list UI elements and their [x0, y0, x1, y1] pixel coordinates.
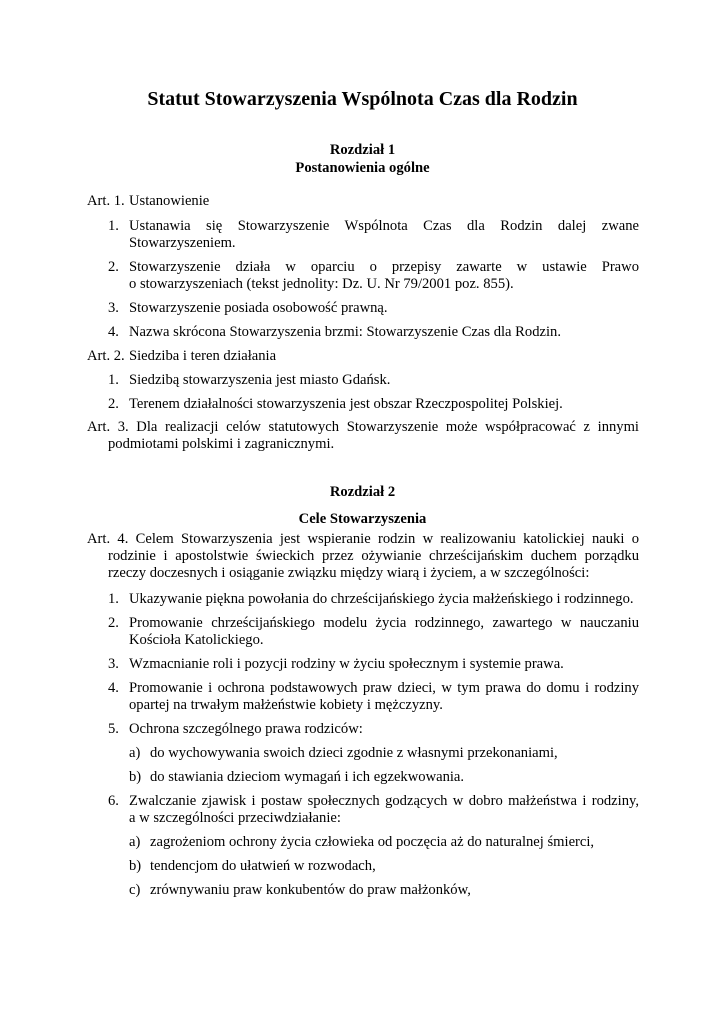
art-1-item-1-line-1: Ustanawia się Stowarzyszenie Wspólnota Czas dla Rodzin dalej zwane	[129, 218, 639, 234]
art-4-item-5-number: 5.	[108, 721, 119, 737]
art-1-number: Art. 1.	[87, 193, 125, 209]
art-1-item-4-number: 4.	[108, 324, 119, 340]
art-1-item-4-line-1: Nazwa skrócona Stowarzyszenia brzmi: Stowarzyszenie Czas dla Rodzin.	[129, 324, 561, 340]
art-2-item-1-number: 1.	[108, 372, 119, 388]
art-4-item-2-line-1: Promowanie chrześcijańskiego modelu życia rodzinnego, zawartego w nauczaniu	[129, 615, 639, 631]
art-2-number: Art. 2.	[87, 348, 125, 364]
art-1-item-2-number: 2.	[108, 259, 119, 275]
art-1-item-1-number: 1.	[108, 218, 119, 234]
document-title: Statut Stowarzyszenia Wspólnota Czas dla Rodzin	[147, 88, 578, 110]
art-4-item-6-sub-b-letter: b)	[129, 858, 142, 874]
art-4-item-5-sub-b-letter: b)	[129, 769, 142, 785]
art-4-item-4-line-1: Promowanie i ochrona podstawowych praw dzieci, w tym prawa do domu i rodziny	[129, 680, 639, 696]
art-4-item-6-sub-b-text: tendencjom do ułatwień w rozwodach,	[150, 858, 376, 874]
art-4-item-4-number: 4.	[108, 680, 119, 696]
art-4-item-2-number: 2.	[108, 615, 119, 631]
art-4-item-5-sub-b-text: do stawiania dzieciom wymagań i ich egzekwowania.	[150, 769, 465, 785]
art-4-item-5-line-1: Ochrona szczególnego prawa rodziców:	[129, 721, 363, 737]
art-4-item-6-sub-a-text: zagrożeniom ochrony życia człowieka od poczęcia aż do naturalnej śmierci,	[150, 834, 595, 850]
art-1-item-2-line-1: Stowarzyszenie działa w oparciu o przepisy zawarte w ustawie Prawo	[129, 259, 639, 275]
art-1-item-1-line-2: Stowarzyszeniem.	[129, 235, 236, 251]
art-4-item-6-line-1: Zwalczanie zjawisk i postaw społecznych godzących w dobro małżeństwa i rodziny,	[129, 793, 639, 809]
art-4-item-3-line-1: Wzmacnianie roli i pozycji rodziny w życiu społecznym i systemie prawa.	[129, 656, 564, 672]
chapter-2-subtitle: Cele Stowarzyszenia	[298, 511, 427, 527]
art-4-item-6-sub-c-letter: c)	[129, 882, 141, 898]
art-4-line-3: rzeczy doczesnych i osiąganie związku między wiarą i życiem, a w szczególności:	[108, 565, 590, 581]
art-4-item-5-sub-a-letter: a)	[129, 745, 141, 761]
art-4-item-5-sub-a-text: do wychowywania swoich dzieci zgodnie z własnymi przekonaniami,	[150, 745, 558, 761]
art-1-item-3-line-1: Stowarzyszenie posiada osobowość prawną.	[129, 300, 388, 316]
art-2-item-1-line-1: Siedzibą stowarzyszenia jest miasto Gdańsk.	[129, 372, 391, 388]
art-4-line-1: Art. 4. Celem Stowarzyszenia jest wspieranie rodzin w realizowaniu katolickiej nauki o	[87, 531, 639, 547]
art-1-item-3-number: 3.	[108, 300, 119, 316]
art-3-line-1: Art. 3. Dla realizacji celów statutowych Stowarzyszenie może współpracować z innymi	[87, 419, 639, 435]
art-2-item-2-line-1: Terenem działalności stowarzyszenia jest obszar Rzeczpospolitej Polskiej.	[129, 396, 563, 412]
art-1-title: Ustanowienie	[129, 193, 210, 209]
art-4-item-6-number: 6.	[108, 793, 119, 809]
art-2-title: Siedziba i teren działania	[129, 348, 277, 364]
art-4-item-2-line-2: Kościoła Katolickiego.	[129, 632, 264, 648]
art-4-item-6-line-2: a w szczególności przeciwdziałanie:	[129, 810, 341, 826]
chapter-2-label: Rozdział 2	[329, 484, 396, 500]
chapter-1-label: Rozdział 1	[329, 142, 396, 158]
art-3-line-2: podmiotami polskimi i zagranicznymi.	[108, 436, 335, 452]
art-4-item-4-line-2: opartej na trwałym małżeństwie kobiety i mężczyzny.	[129, 697, 443, 713]
chapter-1-subtitle: Postanowienia ogólne	[295, 160, 430, 176]
art-1-item-2-line-2: o stowarzyszeniach (tekst jednolity: Dz. U. Nr 79/2001 poz. 855).	[129, 276, 514, 292]
art-4-item-1-number: 1.	[108, 591, 119, 607]
art-4-item-6-sub-a-letter: a)	[129, 834, 141, 850]
art-4-line-2: rodzinie i apostolstwie świeckich przez ożywianie chrześcijańskim duchem porządku	[108, 548, 639, 564]
art-4-item-3-number: 3.	[108, 656, 119, 672]
art-4-item-6-sub-c-text: zrównywaniu praw konkubentów do praw małżonków,	[150, 882, 471, 898]
art-4-item-1-line-1: Ukazywanie piękna powołania do chrześcijańskiego życia małżeńskiego i rodzinnego.	[129, 591, 634, 607]
art-2-item-2-number: 2.	[108, 396, 119, 412]
